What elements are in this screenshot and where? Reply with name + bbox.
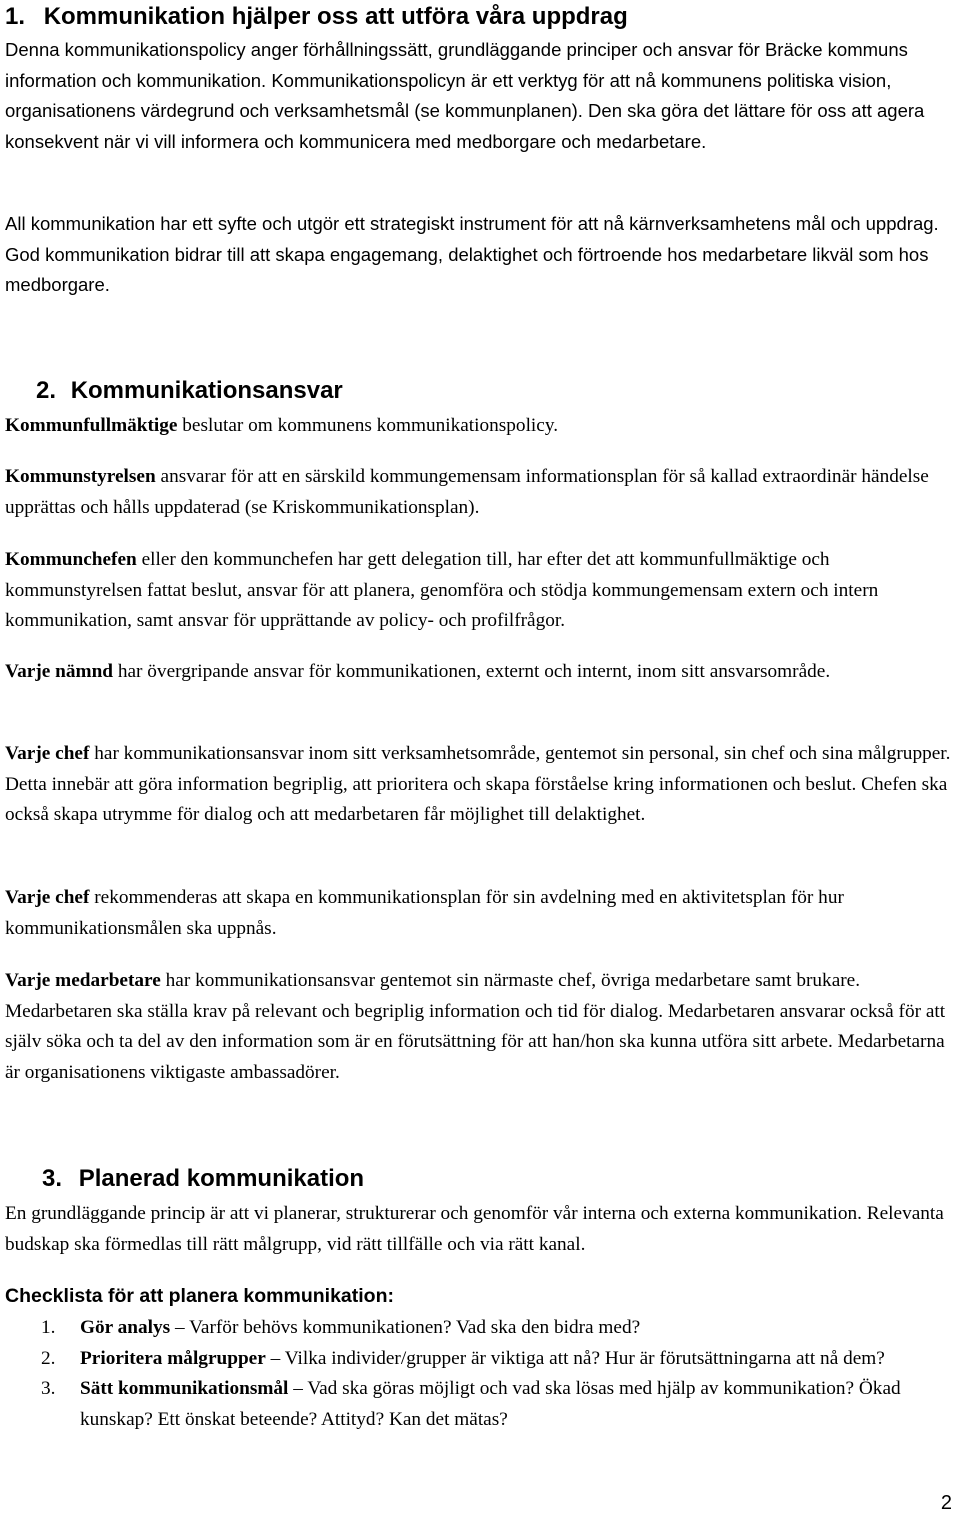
section-3-heading (5, 1164, 956, 1194)
responsibility-text: har kommunikationsansvar inom sitt verksamhetsområde, gentemot sin personal, sin chef och sina målgrupper. Detta innebär att göra information begriplig, att prioritera och skapa förståelse kring informationen och beslut. Chefen ska också skapa utrymme för dialog och att medarbetaren får möjlighet till delaktighet. (5, 743, 951, 826)
section-2-heading (5, 376, 956, 406)
checklist-item-text: – Vilka individer/grupper är viktiga att nå? Hur är förutsättningarna att nå dem? (265, 1347, 885, 1369)
section-1-title: Kommunikation hjälper oss att utföra våra uppdrag (43, 3, 628, 30)
section-2-number: 2. (36, 377, 57, 404)
responsibility-paragraph (5, 739, 956, 831)
responsibility-role: Varje chef (5, 743, 90, 764)
responsibility-paragraph (5, 657, 956, 688)
page-number: 2 (940, 1492, 952, 1514)
responsibility-text: beslutar om kommunens kommunikationspolicy. (177, 415, 559, 436)
checklist-item-number: 1. (41, 1317, 56, 1338)
responsibility-role: Kommunchefen (5, 549, 137, 570)
section-2-title: Kommunikationsansvar (70, 377, 343, 404)
responsibility-paragraph (5, 883, 956, 944)
section-3-intro: En grundläggande princip är att vi planerar, strukturerar och genomför vår interna och externa kommunikation. Relevanta budskap ska förmedlas till rätt målgrupp, vid rätt tillfälle och via rätt kanal. (5, 1203, 944, 1255)
checklist-item (5, 1374, 952, 1435)
responsibility-role: Kommunstyrelsen (5, 466, 156, 487)
responsibility-text: rekommenderas att skapa en kommunikationsplan för sin avdelning med en aktivitetsplan för hur kommunikationsmålen ska uppnås. (5, 887, 844, 939)
responsibility-paragraph (5, 966, 956, 1088)
checklist (5, 1313, 952, 1435)
checklist-item (5, 1313, 952, 1344)
responsibility-text: har övergripande ansvar för kommunikationen, externt och internt, inom sitt ansvarsområde. (113, 661, 831, 682)
section-1-number: 1. (5, 3, 26, 30)
section-3-title: Planerad kommunikation (78, 1165, 365, 1192)
section-1-paragraph: All kommunikation har ett syfte och utgör ett strategiskt instrument för att nå kärnverksamhetens mål och uppdrag. God kommunikation bidrar till att skapa engagemang, delaktighet och förtroende hos medarbetare likväl som hos medborgare. (5, 213, 939, 296)
section-1-heading (5, 2, 956, 32)
section-1-paragraph: Denna kommunikationspolicy anger förhållningssätt, grundläggande principer och ansvar för Bräcke kommuns information och kommunikation. Kommunikationspolicyn är ett verktyg för att nå kommunens politiska vision, organisationens värdegrund och verksamhetsmål (se kommunplanen). Den ska göra det lättare för oss att agera konsekvent när vi vill informera och kommunicera med medborgare och medarbetare. (5, 39, 925, 152)
checklist-item-lead: Prioritera målgrupper (80, 1347, 266, 1369)
responsibility-role: Varje nämnd (5, 661, 114, 682)
responsibility-text: har kommunikationsansvar gentemot sin närmaste chef, övriga medarbetare samt brukare. Medarbetaren ska ställa krav på relevant och begriplig information och tid för dialog. Medarbetaren ansvarar också för att själv söka och ta del av den information som är en förutsättning för att han/hon ska kunna utföra sitt arbete. Medarbetarna är organisationens viktigaste ambassadörer. (5, 970, 946, 1083)
responsibility-text: ansvarar för att en särskild kommungemensam informationsplan för så kallad extraordinär händelse upprättas och hålls uppdaterad (se Kriskommunikationsplan). (5, 466, 929, 518)
responsibility-role: Varje chef (5, 887, 90, 908)
checklist-item-text: – Vad ska göras möjligt och vad ska lösas med hjälp av kommunikation? Ökad kunskap? Ett önskat beteende? Attityd? Kan det mätas? (80, 1378, 901, 1430)
responsibility-paragraph (5, 411, 956, 442)
responsibility-paragraph (5, 462, 956, 523)
checklist-item-lead: Sätt kommunikationsmål (80, 1378, 289, 1400)
checklist-item-text: – Varför behövs kommunikationen? Vad ska den bidra med? (170, 1317, 641, 1338)
responsibility-role: Kommunfullmäktige (5, 415, 178, 436)
responsibility-text: eller den kommunchefen har gett delegation till, har efter det att kommunfullmäktige och kommunstyrelsen fattat beslut, ansvar för att planera, genomföra och stödja kommungemensam extern och intern kommunikation, samt ansvar för upprättande av policy- och profilfrågor. (5, 549, 879, 632)
checklist-item-number: 3. (41, 1378, 56, 1400)
responsibility-paragraph (5, 545, 956, 637)
checklist-item-number: 2. (41, 1347, 56, 1369)
responsibility-role: Varje medarbetare (5, 970, 161, 991)
section-3-number: 3. (42, 1165, 63, 1192)
checklist-item (5, 1344, 952, 1375)
checklist-title: Checklista för att planera kommunikation: (5, 1285, 395, 1307)
checklist-item-lead: Gör analys (80, 1317, 171, 1338)
